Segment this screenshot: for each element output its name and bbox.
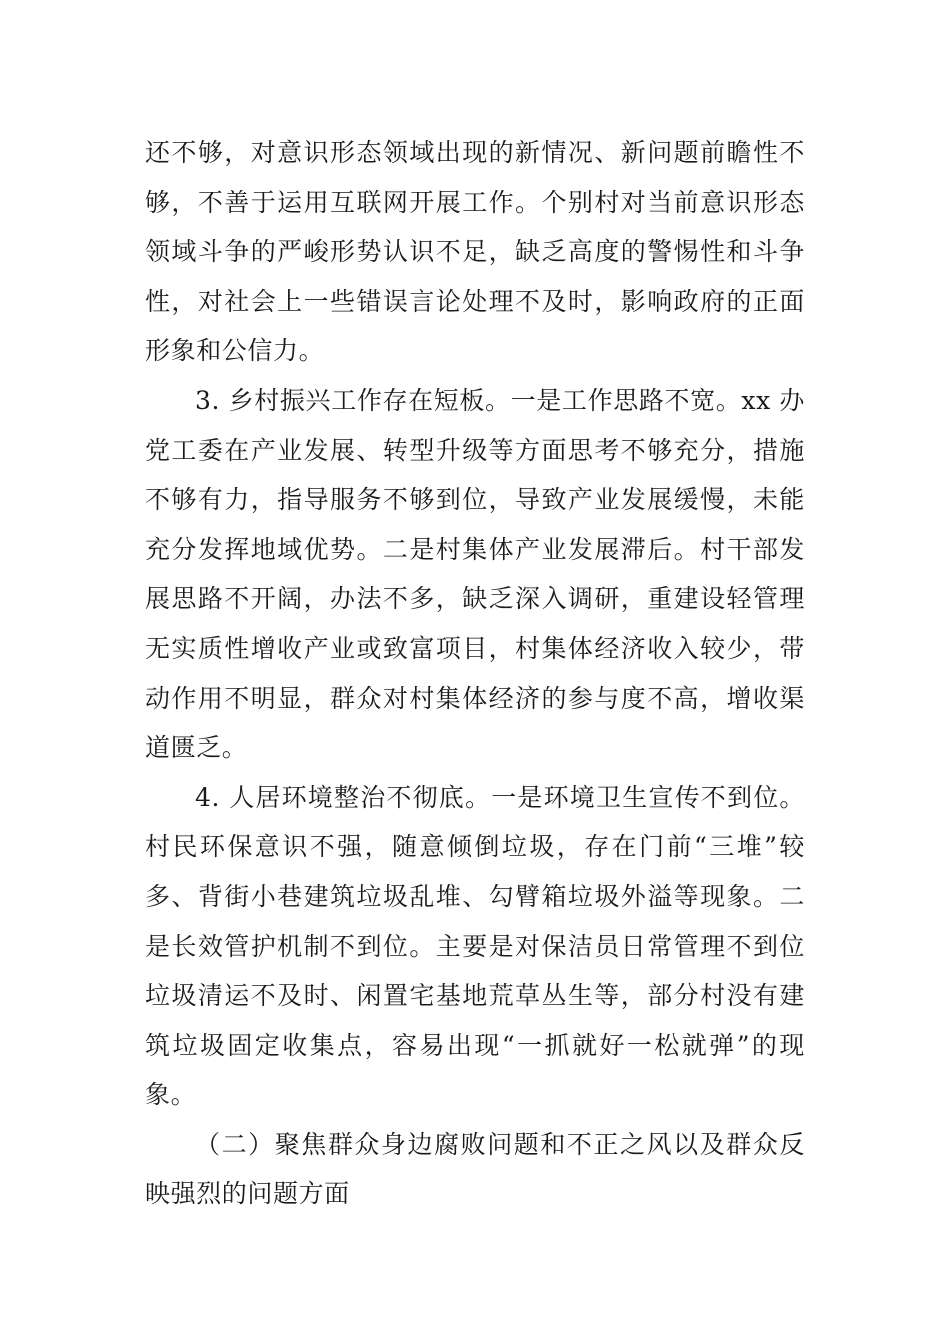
section-4-living-environment: 4. 人居环境整治不彻底。一是环境卫生宣传不到位。村民环保意识不强，随意倾倒垃圾，存在门前“三堆”较多、背街小巷建筑垃圾乱堆、勾臂箱垃圾外溢等现象。二是长效管护机制不到位。主要是对保洁员日常管理不到位垃圾清运不及时、闲置宅基地荒草丛生等，部分村没有建筑垃圾固定收集点，容易出现“一抓就好一松就弹”的现象。 <box>145 782 805 1110</box>
body-paragraph-1: 还不够，对意识形态领域出现的新情况、新问题前瞻性不够，不善于运用互联网开展工作。个别村对当前意识形态领域斗争的严峻形势认识不足，缺乏高度的警惕性和斗争性，对社会上一些错误言论处理不及时，影响政府的正面形象和公信力。 <box>145 138 805 366</box>
subheading-2-corruption-issues: （二）聚焦群众身边腐败问题和不正之风以及群众反映强烈的问题方面 <box>145 1129 805 1209</box>
section-3-rural-revitalization: 3. 乡村振兴工作存在短板。一是工作思路不宽。xx 办党工委在产业发展、转型升级等方面思考不够充分，措施不够有力，指导服务不够到位，导致产业发展缓慢，未能充分发挥地域优势。二是村集体产业发展滞后。村干部发展思路不开阔，办法不多，缺乏深入调研，重建设轻管理无实质性增收产业或致富项目，村集体经济收入较少，带动作用不明显，群众对村集体经济的参与度不高，增收渠道匮乏。 <box>145 385 805 763</box>
document-page <box>145 128 805 1219</box>
